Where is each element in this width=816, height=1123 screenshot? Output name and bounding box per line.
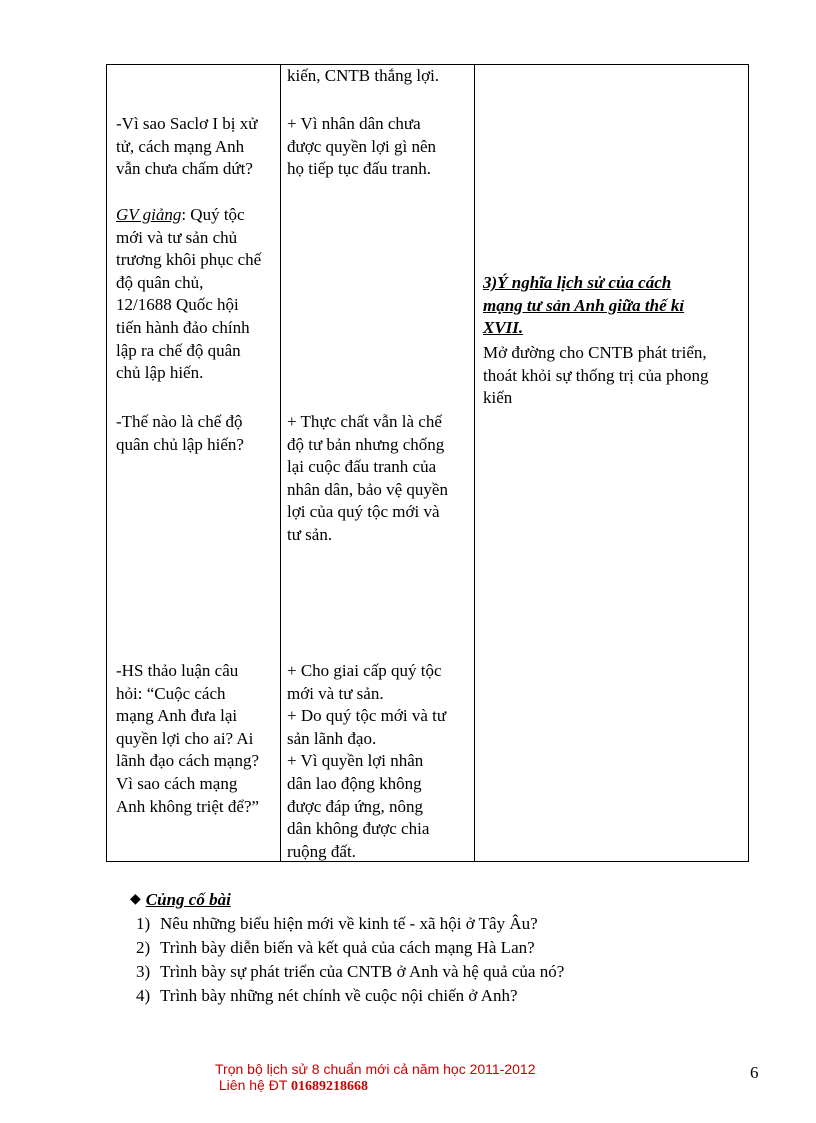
teacher-explanation [116,204,281,385]
review-title-text: Củng cố bài [145,890,231,909]
review-question-list [130,912,650,1008]
list-item-text: Trình bày những nét chính về cuộc nội chiến ở Anh? [160,986,518,1005]
list-item-text: Nêu những biểu hiện mới về kinh tế - xã hội ở Tây Âu? [160,914,538,933]
answer-constitutional-monarchy: + Thực chất vẫn là chế độ tư bản nhưng chống lại cuộc đấu tranh của nhân dân, bảo vệ quyền lợi của quý tộc mới và tư sản. [287,412,448,544]
footer-phone: 01689218668 [291,1079,369,1094]
list-item [130,960,650,984]
column-divider-2 [474,65,475,861]
footer-contact-label: Liên hệ ĐT [218,1077,292,1093]
list-item-text: Trình bày diễn biến và kết quả của cách mạng Hà Lan? [160,938,535,957]
diamond-bullet-icon: ◆ [130,892,141,907]
answer-charles-execution: + Vì nhân dân chưa được quyền lợi gì nên họ tiếp tục đấu tranh. [287,114,436,179]
lesson-table [106,64,749,862]
teacher-explanation-label: GV giảng [116,205,182,224]
review-title [130,888,650,912]
footer-line-2 [215,1077,536,1095]
list-item [130,936,650,960]
list-item-number: 3) [136,962,151,981]
question-discussion: -HS thảo luận câu hỏi: “Cuộc cách mạng Anh đưa lại quyền lợi cho ai? Ai lãnh đạo cách mạng? Vì sao cách mạng Anh không triệt để?” [116,661,260,816]
list-item-text: Trình bày sự phát triển của CNTB ở Anh và hệ quả của nó? [160,962,565,981]
list-item [130,912,650,936]
question-constitutional-monarchy: -Thế nào là chế độ quân chủ lập hiến? [116,412,244,454]
list-item-number: 2) [136,938,151,957]
question-charles-execution: -Vì sao Saclơ I bị xử tử, cách mạng Anh vẫn chưa chấm dứt? [116,114,258,179]
teacher-explanation-text: : Quý tộc mới và tư sản chủ trương khôi phục chế độ quân chủ, 12/1688 Quốc hội tiến hành đảo chính lập ra chế độ quân chủ lập hiến. [116,205,262,383]
review-section [130,888,650,1008]
answer-continued: kiến, CNTB thắng lợi. [287,66,440,85]
page-footer [215,1061,536,1095]
list-item-number: 1) [136,914,151,933]
answer-discussion: + Cho giai cấp quý tộc mới và tư sản. + Do quý tộc mới và tư sản lãnh đạo. + Vì quyền lợi nhân dân lao động không được đáp ứng, nông dân không được chia ruộng đất. [287,661,447,861]
page-number: 6 [750,1063,759,1082]
section-heading-significance: 3)Ý nghĩa lịch sử của cách mạng tư sản Anh giữa thế kỉ XVII. [483,273,685,338]
list-item [130,984,650,1008]
list-item-number: 4) [136,986,151,1005]
footer-line-1: Trọn bộ lịch sử 8 chuẩn mới cả năm học 2011-2012 [215,1061,536,1077]
significance-text: Mở đường cho CNTB phát triển, thoát khỏi sự thống trị của phong kiến [483,343,709,408]
